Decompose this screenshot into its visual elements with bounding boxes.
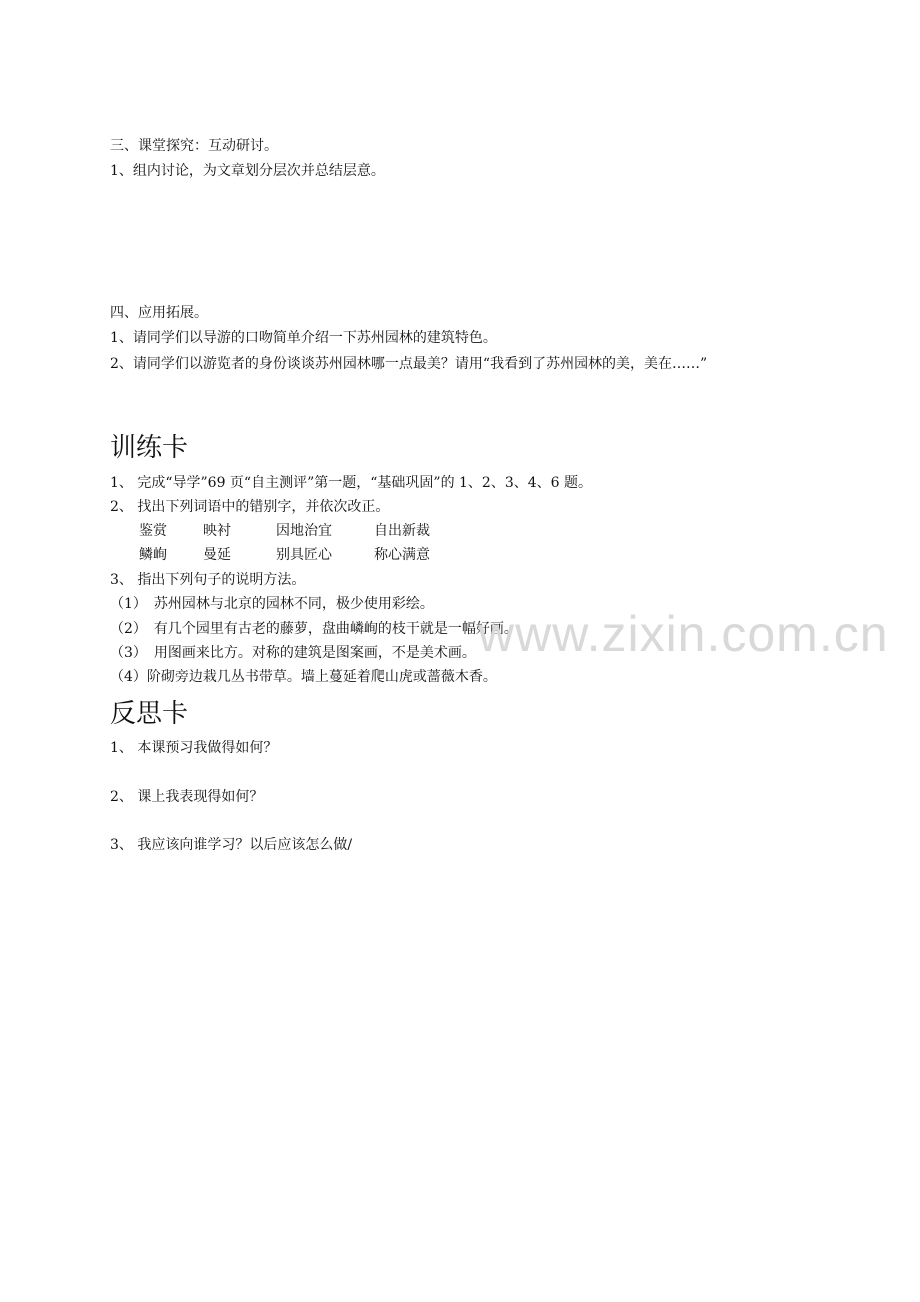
word-item: 鉴赏 bbox=[139, 523, 167, 539]
reflection-question-1: 1、 本课预习我做得如何？ bbox=[110, 740, 278, 756]
section4-heading: 四、应用拓展。 bbox=[110, 305, 208, 321]
sentence-2: （2） 有几个园里有古老的藤萝，盘曲嶙峋的枝干就是一幅好画。 bbox=[110, 621, 518, 637]
word-item: 自出新裁 bbox=[374, 523, 430, 539]
word-item: 称心满意 bbox=[374, 547, 430, 563]
section4-item-1: 1、请同学们以导游的口吻简单介绍一下苏州园林的建筑特色。 bbox=[110, 330, 497, 346]
section3-heading: 三、课堂探究：互动研讨。 bbox=[110, 138, 278, 154]
training-question-2: 2、 找出下列词语中的错别字，并依次改正。 bbox=[110, 499, 390, 515]
sentence-1: （1） 苏州园林与北京的园林不同，极少使用彩绘。 bbox=[110, 596, 434, 612]
section3-item-1: 1、组内讨论，为文章划分层次并总结层意。 bbox=[110, 163, 385, 179]
word-item: 因地治宜 bbox=[276, 523, 332, 539]
sentence-3: （3） 用图画来比方。对称的建筑是图案画，不是美术画。 bbox=[110, 645, 476, 661]
reflection-card-title: 反思卡 bbox=[110, 699, 189, 729]
sentence-4: （4）阶砌旁边栽几丛书带草。墙上蔓延着爬山虎或蔷薇木香。 bbox=[110, 669, 497, 685]
reflection-question-3: 3、 我应该向谁学习？以后应该怎么做/ bbox=[110, 837, 353, 853]
reflection-question-2: 2、 课上我表现得如何？ bbox=[110, 789, 264, 805]
section4-item-2: 2、请同学们以游览者的身份谈谈苏州园林哪一点最美？请用“我看到了苏州园林的美，美在……” bbox=[110, 356, 708, 372]
watermark: www.zixin.com.cn bbox=[478, 606, 889, 662]
word-item: 映衬 bbox=[203, 523, 231, 539]
word-item: 别具匠心 bbox=[276, 547, 332, 563]
training-card-title: 训练卡 bbox=[110, 433, 189, 463]
word-item: 曼延 bbox=[203, 547, 231, 563]
training-question-1: 1、 完成“导学”69 页“自主测评”第一题，“基础巩固”的 1、2、3、4、6 题。 bbox=[110, 475, 593, 491]
training-question-3: 3、 指出下列句子的说明方法。 bbox=[110, 572, 306, 588]
word-item: 鳞峋 bbox=[139, 547, 167, 563]
